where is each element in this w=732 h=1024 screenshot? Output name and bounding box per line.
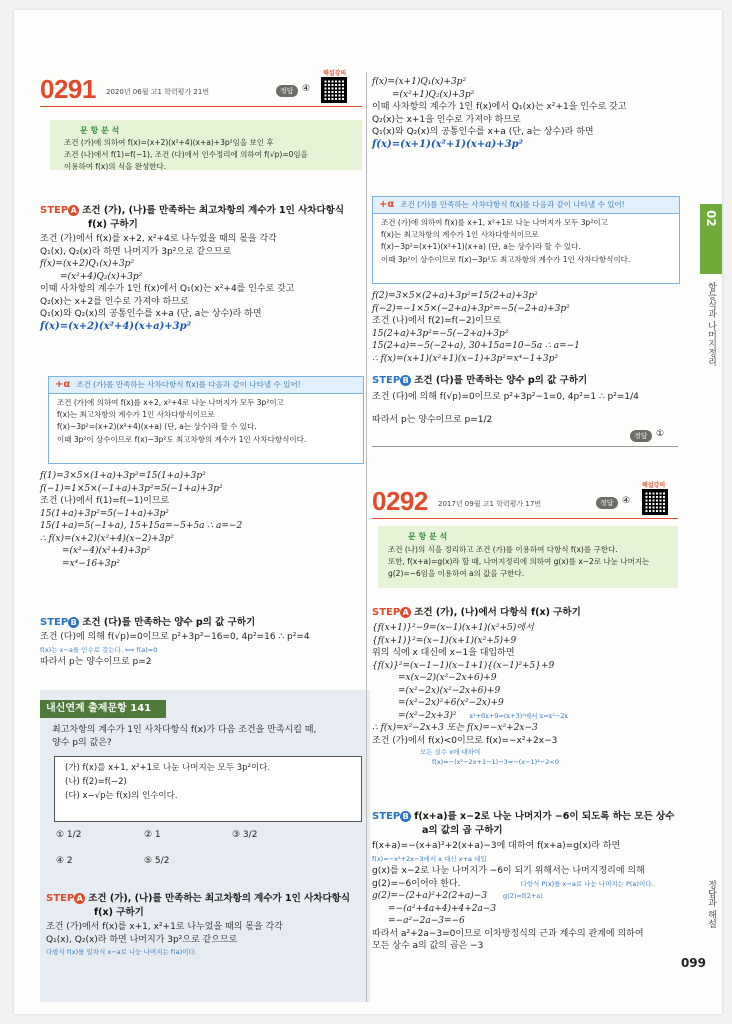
answer-value: ① bbox=[656, 429, 665, 439]
footer-label: 정답과 해설 bbox=[706, 880, 716, 928]
step-label: STEP bbox=[372, 607, 401, 618]
answer-badge: 정답 bbox=[596, 497, 618, 509]
analysis-line: 조건 (나)에서 f(1)=f(−1), 조건 (다)에서 인수정리에 의하여 f(√p)=0임을 bbox=[64, 150, 308, 159]
tip-box bbox=[372, 196, 680, 284]
problem-source: 2017년 09월 고1 학력평가 17번 bbox=[438, 500, 542, 508]
step-note: x²+6x+9=(x+3)²에서 x=x²−2x bbox=[469, 711, 569, 720]
result-formula: f(x)=(x+1)(x²+1)(x+a)+3p² bbox=[372, 138, 524, 150]
calc-right: f(2)=3×5×(2+a)+3p²=15(2+a)+3p² f(−2)=−1×5×(−2+a)+3p²=−5(−2+a)+3p² 조건 (나)에서 f(2)=f(−2)이므로 15(2+a)+3p²=−5(−2+a)+3p² 15(2+a)=−5(−2+a), 30+15a=10−5a ∴ a=−1 ∴ f(x)=(x+1)(x²+1)(x−1)+3p²=x⁴−1+3p² bbox=[372, 291, 580, 364]
linked-step-a: STEP A 조건 (가), (나)를 만족하는 최고차항의 계수가 1인 사차다항식 f(x) 구하기 조건 (가)에서 f(x)를 x+1, x²+1로 나누었을 때의 몫을 각각 Q₁(x), Q₂(x)라 하면 나머지가 3p²으로 같으므로 다항식 f(x)를 일차식 x−a로 나눈 나머지는 f(a)이다. bbox=[46, 890, 364, 959]
page-number: 099 bbox=[680, 956, 706, 970]
step-label: STEP bbox=[40, 617, 69, 628]
choice-3[interactable]: ③ 3/2 bbox=[232, 830, 258, 840]
section-divider bbox=[372, 446, 678, 447]
step-label: STEP bbox=[40, 205, 69, 216]
qr-code-icon[interactable] bbox=[642, 489, 668, 515]
problem-number: 0292 bbox=[372, 486, 428, 516]
analysis-line: 조건 (가)에 의하여 f(x)=(x+2)(x²+4)(x+a)+3p²임을 보인 후 bbox=[64, 138, 274, 147]
problem-number: 0291 bbox=[40, 74, 96, 104]
step-note: 다항식 P(x)를 x−a로 나눈 나머지는 P(a)이다. bbox=[520, 879, 654, 888]
answer-badge: 정답 bbox=[630, 430, 652, 442]
qr-code-icon[interactable] bbox=[321, 77, 347, 103]
step-a-292: STEP A 조건 (가), (나)에서 다항식 f(x) 구하기 {f(x+1)}²−9=(x−1)(x+1)(x²+5)에서 {f(x+1)}²=(x−1)(x+1)(x²+5)+9 위의 식에 x 대신에 x−1을 대입하면 {f(x)}²=(x−1−1)(x−1+1){(x−1)²+5}+9 =x(x−2)(x²−2x+6)+9 =(x²−2x)(x²−2x+6)+9 =(x²−2x)²+6(x²−2x)+9 =(x²−2x+3)² x²+6x+9=(x+3)²에서 x=x²−2x ∴ f(x)=x²−2x+3 또는 f(x)=−x²+2x−3 조건 (가)에서 f(x)<0이므로 f(x)=−x²+2x−3 모든 실수 x에 대하여 f(x)=−(x²−2x+1−1)−3=−(x−1)²−2<0 bbox=[372, 604, 678, 767]
result-formula: f(x)=(x+2)(x²+4)(x+a)+3p² bbox=[40, 320, 192, 332]
analysis-tag: 문 항 분 석 bbox=[408, 532, 448, 541]
right-top-continuation: f(x)=(x+1)Q₁(x)+3p² =(x²+1)Q₂(x)+3p² 이때 사차항의 계수가 1인 f(x)에서 Q₁(x)는 x²+1을 인수로 갖고 Q₂(x)는 x+1을 인수로 가져야 하므로 Q₁(x)와 Q₂(x)의 공통인수를 x+a (단, a는 상수)라 하면 f(x)=(x+1)(x²+1)(x+a)+3p² bbox=[372, 76, 678, 151]
linked-question: 최고차항의 계수가 1인 사차다항식 f(x)가 다음 조건을 만족시킬 때, 양수 p의 값은? bbox=[52, 725, 317, 748]
answer-badge: 정답 bbox=[276, 85, 298, 97]
tip-header: +α 조건 (가)를 만족하는 사차다항식 f(x)를 다음과 같이 나타낼 수 있어! bbox=[373, 197, 679, 214]
step-b-badge: B bbox=[400, 375, 411, 386]
answer-value: ④ bbox=[302, 84, 311, 94]
step-a-badge: A bbox=[74, 893, 85, 904]
analysis-box bbox=[378, 526, 678, 588]
qr-label: 해설강의 bbox=[323, 70, 347, 77]
step-label: STEP bbox=[46, 893, 75, 904]
step-a-badge: A bbox=[400, 607, 411, 618]
analysis-tag: 문 항 분 석 bbox=[80, 126, 120, 135]
column-divider bbox=[366, 72, 367, 1002]
analysis-text bbox=[64, 137, 308, 173]
page bbox=[14, 10, 722, 1014]
linked-problem-header: 내신연계 출제문항 141 bbox=[40, 700, 166, 718]
step-b-292: STEP B f(x+a)를 x−2로 나눈 나머지가 −6이 되도록 하는 모든 상수 a의 값의 곱 구하기 f(x+a)=−(x+a)²+2(x+a)−3에 대하여 f(x+a)=g(x)라 하면 f(x)=−x²+2x−3에서 x 대신 x+a 대입 g(x)를 x−2로 나눈 나머지가 −6이 되기 위해서는 나머지정리에 의해 g(2)=−6이어야 한다. 다항식 P(x)를 x−a로 나눈 나머지는 P(a)이다. g(2)=−(2+a)²+2(2+a)−3 g(2)=f(2+a) =−(a²+4a+4)+4+2a−3 =−a²−2a−3=−6 따라서 a²+2a−3=0이므로 이차방정식의 근과 계수의 관계에 의하여 모든 상수 a의 값의 곱은 −3 bbox=[372, 808, 678, 953]
problem-header-0291 bbox=[40, 72, 362, 107]
step-note: g(2)=f(2+a) bbox=[503, 892, 543, 900]
step-note: f(x)는 x−a를 인수로 갖는다. ⟺ f(a)=0 bbox=[40, 645, 158, 654]
problem-source: 2020년 06월 고1 학력평가 21번 bbox=[106, 88, 210, 96]
analysis-line: 이용하여 f(x)의 식을 완성한다. bbox=[64, 162, 167, 171]
tip-body: 조건 (가)에 의하여 f(x)를 x+2, x²+4로 나눈 나머지가 모두 3p²이고 f(x)는 최고차항의 계수가 1인 사차다항식이므로 f(x)−3p²=(x+2)(x²+4)(x+a) (단, a는 상수)라 할 수 있다. 이때 3p²이 상수이므로 f(x)−3p²도 최고차항의 계수가 1인 사차다항식이다. bbox=[57, 398, 307, 444]
step-note: f(x)=−x²+2x−3에서 x 대신 x+a 대입 bbox=[372, 854, 487, 863]
step-b-right: STEP B 조건 (다)를 만족하는 양수 p의 값 구하기 조건 (다)에 의해 f(√p)=0이므로 p²+3p²−1=0, 4p²=1 ∴ p²=1/4 따라서 p는 양수이므로 p=1/2 정답 ① bbox=[372, 375, 665, 440]
step-a-291 bbox=[40, 202, 362, 333]
chapter-tab: 02 bbox=[700, 204, 722, 274]
tip-body: 조건 (가)에 의하여 f(x)를 x+1, x²+1로 나눈 나머지가 모두 3p²이고 f(x)는 최고차항의 계수가 1인 사차다항식이므로 f(x)−3p²=(x+1)(x²+1)(x+a) (단, a는 상수)라 할 수 있다. 이때 3p²이 상수이므로 f(x)−3p²도 최고차항의 계수가 1인 사차다항식이다. bbox=[381, 218, 631, 264]
choice-5[interactable]: ⑤ 5/2 bbox=[144, 856, 170, 866]
step-note: f(x)=−(x²−2x+1−1)−3=−(x−1)²−2<0 bbox=[432, 758, 559, 766]
conditions-box: (가) f(x)를 x+1, x²+1로 나눈 나머지는 모두 3p²이다. (나) f(2)=f(−2) (다) x−√p는 f(x)의 인수이다. bbox=[54, 756, 362, 822]
qr-label: 해설강의 bbox=[642, 482, 666, 489]
step-a-body: 조건 (가)에서 f(x)를 x+2, x²+4로 나누었을 때의 몫을 각각 Q₁(x), Q₂(x)라 하면 나머지가 3p²으로 같으므로 f(x)=(x+2)Q₁(x)+3p² =(x²+4)Q₂(x)+3p² 이때 사차항의 계수가 1인 f(x)에서 Q₁(x)는 x²+4를 인수로 갖고 Q₂(x)는 x+2를 인수로 가져야 하므로 Q₁(x)와 Q₂(x)의 공통인수를 x+a (단, a는 상수)라 하면 f(x)=(x+2)(x²+4)(x+a)+3p² bbox=[40, 233, 362, 333]
step-b-badge: B bbox=[68, 617, 79, 628]
plus-alpha-icon: +α bbox=[55, 379, 71, 390]
choice-4[interactable]: ④ 2 bbox=[56, 856, 73, 866]
analysis-box bbox=[50, 120, 362, 170]
step-label: STEP bbox=[372, 811, 401, 822]
tip-header: +α 조건 (가)를 만족하는 사차다항식 f(x)를 다음과 같이 나타낼 수 있어! bbox=[49, 377, 363, 394]
calc-291: f(1)=3×5×(1+a)+3p²=15(1+a)+3p² f(−1)=1×5×(−1+a)+3p²=5(−1+a)+3p² 조건 (나)에서 f(1)=f(−1)이므로 15(1+a)+3p²=5(−1+a)+3p² 15(1+a)=5(−1+a), 15+15a=−5+5a ∴ a=−2 ∴ f(x)=(x+2)(x²+4)(x−2)+3p² =(x²−4)(x²+4)+3p² =x⁴−16+3p² bbox=[40, 471, 243, 569]
step-note: 다항식 f(x)를 일차식 x−a로 나눈 나머지는 f(a)이다. bbox=[46, 948, 197, 956]
step-label: STEP bbox=[372, 375, 401, 386]
plus-alpha-icon: +α bbox=[379, 199, 395, 210]
choice-1[interactable]: ① 1/2 bbox=[56, 830, 82, 840]
choice-2[interactable]: ② 1 bbox=[144, 830, 161, 840]
step-b-title: STEP B 조건 (다)를 만족하는 양수 p의 값 구하기 bbox=[40, 617, 256, 628]
step-b-badge: B bbox=[400, 811, 411, 822]
answer-value: ④ bbox=[622, 496, 631, 506]
analysis-text: 조건 (나)의 식을 정리하고 조건 (가)를 이용하여 다항식 f(x)를 구한다. 또한, f(x+a)=g(x)라 할 때, 나머지정리에 의하여 g(x)를 x−2로 나눈 나머지는 g(2)=−6임을 이용하여 a의 값을 구한다. bbox=[388, 545, 650, 578]
chapter-title: 항등식과 나머지정리 bbox=[706, 282, 716, 366]
tip-box bbox=[48, 376, 364, 464]
step-b-291: STEP B 조건 (다)를 만족하는 양수 p의 값 구하기 조건 (다)에 의해 f(√p)=0이므로 p²+3p²−16=0, 4p²=16 ∴ p²=4 f(x)는 x−a를 인수로 갖는다. ⟺ f(a)=0 따라서 p는 양수이므로 p=2 bbox=[40, 614, 362, 669]
step-a-badge: A bbox=[68, 205, 79, 216]
step-a-title: STEP A 조건 (가), (나)를 만족하는 최고차항의 계수가 1인 사차다항식 bbox=[40, 205, 344, 216]
step-note: 모든 실수 x에 대하여 bbox=[420, 748, 481, 756]
problem-header-0292 bbox=[372, 484, 678, 519]
step-a-title2: f(x) 구하기 bbox=[88, 219, 138, 230]
